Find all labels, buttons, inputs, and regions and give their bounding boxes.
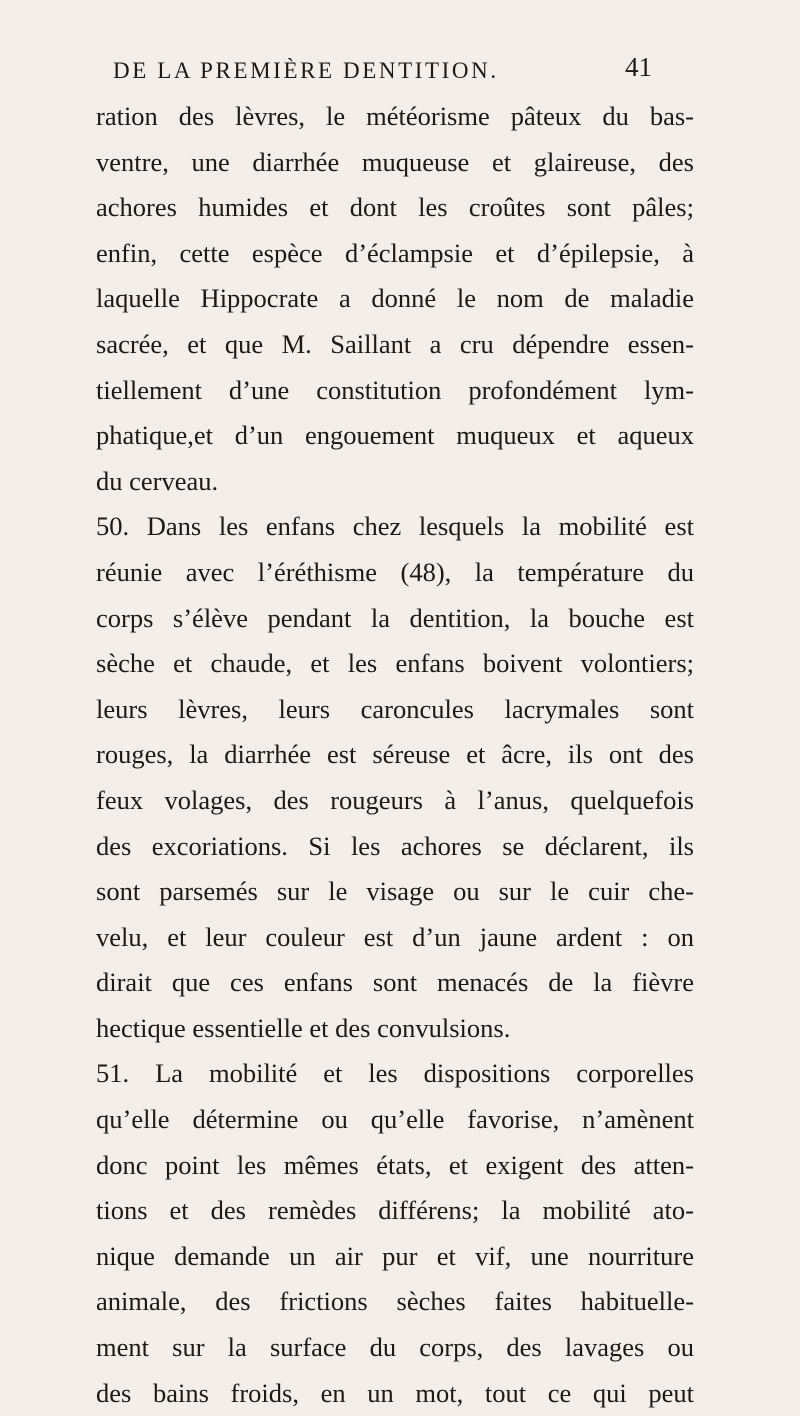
text-line: 50. Dans les enfans chez lesquels la mobilité est [96,511,694,542]
text-line: phatique,et d’un engouement muqueux et aqueux [96,420,694,451]
text-line: dirait que ces enfans sont menacés de la fièvre [96,967,694,998]
page-number: 41 [625,52,652,82]
text-line: sont parsemés sur le visage ou sur le cuir che- [96,876,694,907]
text-line: réunie avec l’éréthisme (48), la température du [96,556,694,587]
text-line: 51. La mobilité et les dispositions corporelles [96,1058,694,1089]
page-header [113,52,653,94]
text-line: tions et des remèdes différens; la mobilité ato- [96,1195,694,1226]
text-line: ment sur la surface du corps, des lavages ou [96,1332,694,1363]
text-line: ventre, une diarrhée muqueuse et glaireuse, des [96,146,694,177]
text-line: sacrée, et que M. Saillant a cru dépendre essen- [96,328,694,359]
text-line: laquelle Hippocrate a donné le nom de maladie [96,283,694,314]
text-line: velu, et leur couleur est d’un jaune ardent : on [96,921,694,952]
text-line: du cerveau. [96,465,219,496]
text-line: rouges, la diarrhée est séreuse et âcre, ils ont des [96,739,694,770]
text-line: qu’elle détermine ou qu’elle favorise, n’amènent [96,1104,694,1135]
running-head: DE LA PREMIÈRE DENTITION. [113,58,499,83]
text-line: sèche et chaude, et les enfans boivent volontiers; [96,648,694,679]
text-line: corps s’élève pendant la dentition, la bouche est [96,602,694,633]
body-text [96,94,694,1416]
text-line: nique demande un air pur et vif, une nourriture [96,1240,694,1271]
text-line: ration des lèvres, le météorisme pâteux du bas- [96,101,694,131]
text-line: donc point les mêmes états, et exigent des atten- [96,1149,694,1180]
text-line: animale, des frictions sèches faites habituelle- [96,1286,694,1317]
text-line: leurs lèvres, leurs caroncules lacrymales sont [96,693,694,724]
text-line: des bains froids, en un mot, tout ce qui peut [96,1377,694,1408]
text-line: des excoriations. Si les achores se déclarent, ils [96,830,694,861]
text-line: tiellement d’une constitution profondément lym- [96,374,694,405]
text-line: feux volages, des rougeurs à l’anus, quelquefois [96,784,694,815]
text-line: enfin, cette espèce d’éclampsie et d’épilepsie, à [96,237,694,268]
text-line: achores humides et dont les croûtes sont pâles; [96,192,694,223]
text-line: hectique essentielle et des convulsions. [96,1012,511,1043]
